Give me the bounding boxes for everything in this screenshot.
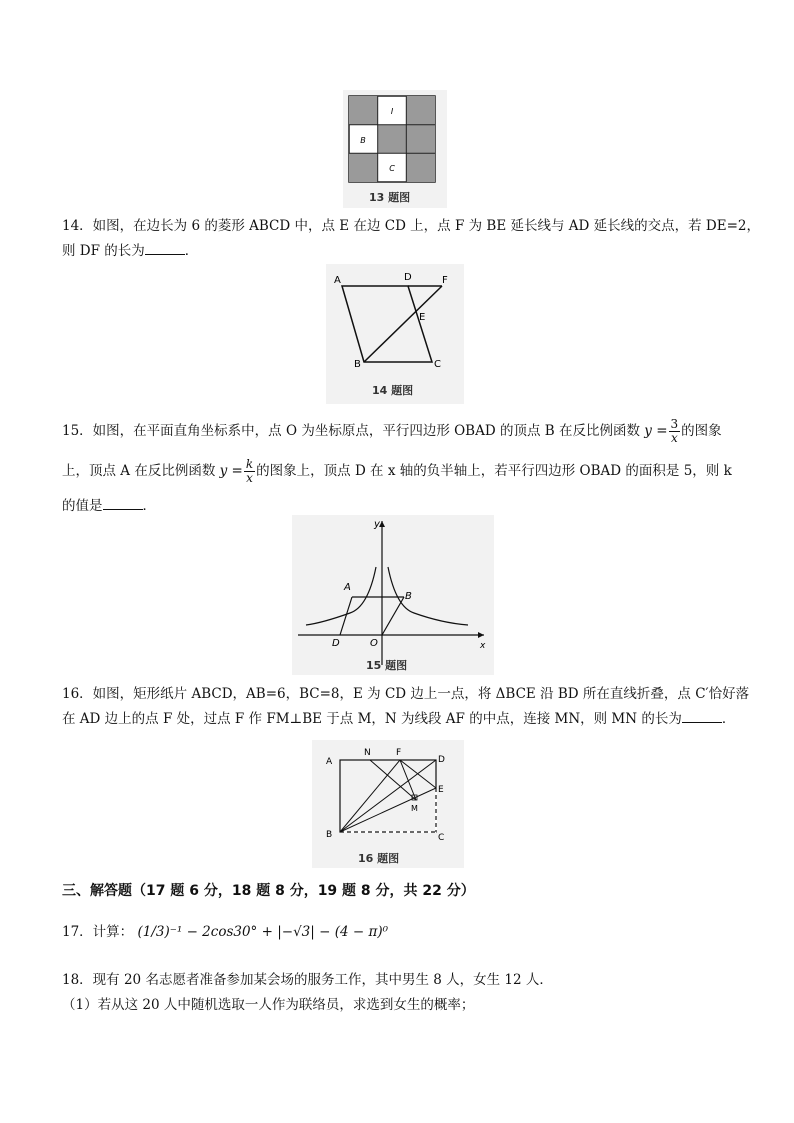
- q15-line1: [62, 418, 722, 445]
- fig14-label-c: C: [434, 359, 441, 370]
- fig14-label-a: A: [334, 275, 341, 286]
- fig14-label-b: B: [354, 359, 361, 370]
- q15-line2: [62, 458, 732, 485]
- fig13-label-c: C: [389, 164, 395, 173]
- q16-answer-blank: [682, 710, 722, 723]
- q15-frac2-den: x: [246, 471, 253, 485]
- q14-line2-text: 则 DF 的长为: [62, 243, 145, 259]
- q15-line2-b: 的图象上，顶点 D 在 x 轴的负半轴上，若平行四边形 OBAD 的面积是 5，则 k: [256, 463, 732, 479]
- fig16-label-n: N: [364, 748, 371, 758]
- q15-frac1: [669, 418, 681, 445]
- q16-line1: 16．如图，矩形纸片 ABCD，AB=6，BC=8，E 为 CD 边上一点，将 ΔBCE 沿 BD 所在直线折叠，点 C′恰好落: [62, 686, 750, 702]
- fig16-label-m: M: [411, 804, 418, 813]
- fig15-label-a: A: [344, 582, 351, 593]
- fig15-label-o: O: [370, 638, 378, 649]
- q17-line: [62, 923, 388, 941]
- figure-15: [292, 515, 494, 675]
- fig15-label-y: y: [374, 519, 380, 530]
- fig16-label-c: C: [438, 833, 445, 843]
- figure-15-caption: 15 题图: [366, 659, 408, 672]
- q15-tail: ．: [142, 498, 156, 514]
- q15-line3-text: 的值是: [62, 498, 103, 514]
- q18-sub1: （1）若从这 20 人中随机选取一人作为联络员，求选到女生的概率；: [62, 997, 475, 1013]
- q15-line3: [62, 497, 156, 515]
- figure-16: [312, 740, 464, 868]
- section-3-heading: 三、解答题（17 题 6 分，18 题 8 分，19 题 8 分，共 22 分）: [62, 883, 475, 899]
- q15-answer-blank: [103, 497, 143, 510]
- figure-16-caption: 16 题图: [358, 852, 400, 865]
- fig15-label-x: x: [480, 641, 486, 651]
- q15-line1-a: 15．如图，在平面直角坐标系中，点 O 为坐标原点，平行四边形 OBAD 的顶点 B 在反比例函数: [62, 423, 640, 439]
- fig14-label-d: D: [404, 272, 412, 283]
- q14-line2: [62, 242, 198, 260]
- q15-line2-a: 上，顶点 A 在反比例函数: [62, 463, 216, 479]
- q15-frac1-den: x: [670, 431, 678, 445]
- fig14-label-e: E: [419, 312, 426, 323]
- q16-line2: [62, 710, 735, 728]
- q16-line2-text: 在 AD 边上的点 F 处，过点 F 作 FM⊥BE 于点 M，N 为线段 AF 的中点，连接 MN，则 MN 的长为: [62, 711, 682, 727]
- fig14-label-f: F: [442, 275, 448, 286]
- q15-frac2-num: k: [245, 457, 254, 471]
- q15-frac2: [244, 458, 255, 485]
- fig15-label-b: B: [405, 591, 412, 602]
- q15-frac2-lhs: y =: [219, 463, 243, 479]
- fig15-label-d: D: [332, 638, 340, 649]
- figure-14-caption: 14 题图: [372, 384, 414, 397]
- fig16-label-b: B: [326, 830, 333, 840]
- q14-line1: 14．如图，在边长为 6 的菱形 ABCD 中，点 E 在边 CD 上，点 F 为 BE 延长线与 AD 延长线的交点，若 DE=2，: [62, 218, 761, 234]
- q17-prefix: 17．计算：: [62, 924, 134, 940]
- q14-answer-blank: [145, 242, 185, 255]
- q16-tail: ．: [721, 711, 736, 727]
- q17-expression: (1/3)⁻¹ − 2cos30° + |−√3| − (4 − π)⁰: [137, 924, 388, 940]
- q18-line1: 18．现有 20 名志愿者准备参加某会场的服务工作，其中男生 8 人，女生 12 人．: [62, 972, 553, 988]
- fig16-label-f: F: [396, 748, 402, 758]
- figure-14: [326, 264, 464, 404]
- figure-15-svg: [292, 515, 494, 675]
- fig16-label-a: A: [326, 757, 333, 767]
- fig16-label-d: D: [438, 755, 445, 765]
- q15-line1-b: 的图象: [681, 423, 722, 439]
- fig13-label-i: I: [390, 107, 394, 116]
- fig13-label-b: B: [360, 136, 366, 145]
- q15-frac1-num: 3: [670, 417, 679, 431]
- fig16-label-e: E: [438, 785, 444, 795]
- q15-frac1-lhs: y =: [644, 423, 668, 439]
- figure-13-caption: 13 题图: [369, 191, 411, 204]
- q14-tail: ．: [184, 243, 199, 259]
- figure-16-svg: [312, 740, 464, 868]
- figure-13: [343, 90, 447, 208]
